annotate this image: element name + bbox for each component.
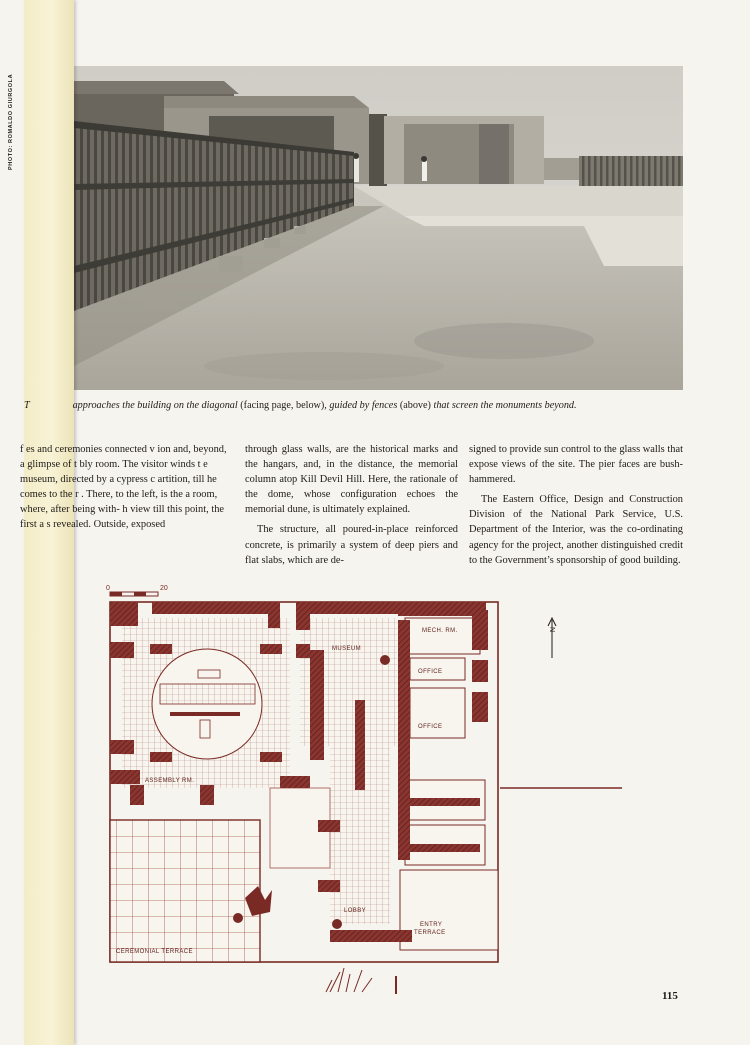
north-arrow <box>548 618 556 658</box>
text-column-1 <box>20 442 232 533</box>
label-office-2: OFFICE <box>418 724 443 730</box>
label-assembly-room: ASSEMBLY RM. <box>145 778 195 784</box>
caption-paren-2: (above) <box>399 400 431 411</box>
floor-plan <box>100 580 630 1000</box>
column-2-paragraph-2: The structure, all poured-in-place reinforced concrete, is primarily a system of deep piers and flat slabs, which are de- <box>245 524 458 566</box>
caption-text-2: , guided by fences <box>324 400 398 411</box>
scale-bar <box>106 585 168 596</box>
column-2-paragraph-1: through glass walls, are the historical marks and the hangars, and, in the distance, the memorial column atop Kill Devil Hill. Here, the rationale of the dome, whose configuration echoes the memorial dune, is ultimately explained. <box>245 444 458 516</box>
caption-text-1: approaches the building on the diagonal <box>72 400 238 411</box>
label-office-1: OFFICE <box>418 669 443 675</box>
column-3-paragraph-2: The Eastern Office, Design and Construction Division of the National Park Service, U.S. Department of the Interior, was the co-ordinating agency for the project, another distinguished credit to the Government’s sponsorship of good building. <box>469 494 683 566</box>
text-column-3 <box>469 442 683 568</box>
floor-plan-drawing <box>100 580 630 1000</box>
text-column-2 <box>245 442 458 568</box>
caption-lead: T <box>24 400 30 411</box>
label-terrace: TERRACE <box>414 930 446 936</box>
dome <box>152 649 262 759</box>
photo-caption <box>24 400 724 411</box>
caption-paren-1: (facing page, below) <box>240 400 325 411</box>
photo-credit: PHOTO: ROMALDO GIURGOLA <box>8 73 14 170</box>
building-photo <box>24 66 683 390</box>
column-3-paragraph-1: signed to provide sun control to the glass walls that expose views of the site. The pier faces are bush-hammered. <box>469 444 683 486</box>
label-museum: MUSEUM <box>332 646 362 652</box>
label-lobby: LOBBY <box>344 908 367 914</box>
photo-illustration <box>24 66 683 390</box>
scale-end-label: 20 <box>160 585 168 592</box>
label-entry: ENTRY <box>420 922 443 928</box>
page-number: 115 <box>662 990 678 1002</box>
label-mech-room: MECH. RM. <box>422 628 458 634</box>
label-ceremonial-terrace: CEREMONIAL TERRACE <box>116 949 193 955</box>
tuft-icon <box>326 968 396 994</box>
scale-start-label: 0 <box>106 585 110 592</box>
caption-text-3: that screen the monuments beyond. <box>433 400 577 411</box>
column-1-paragraph: f es and ceremonies connected v ion and, beyond, a glimpse of t bly room. The visitor winds t e museum, directed by a cypress c artition, till he comes to the r . There, to the left, is the a room, where, after being with- h view till this point, the first a s revealed. Outside, exposed <box>20 444 227 531</box>
north-label: N <box>548 627 555 633</box>
